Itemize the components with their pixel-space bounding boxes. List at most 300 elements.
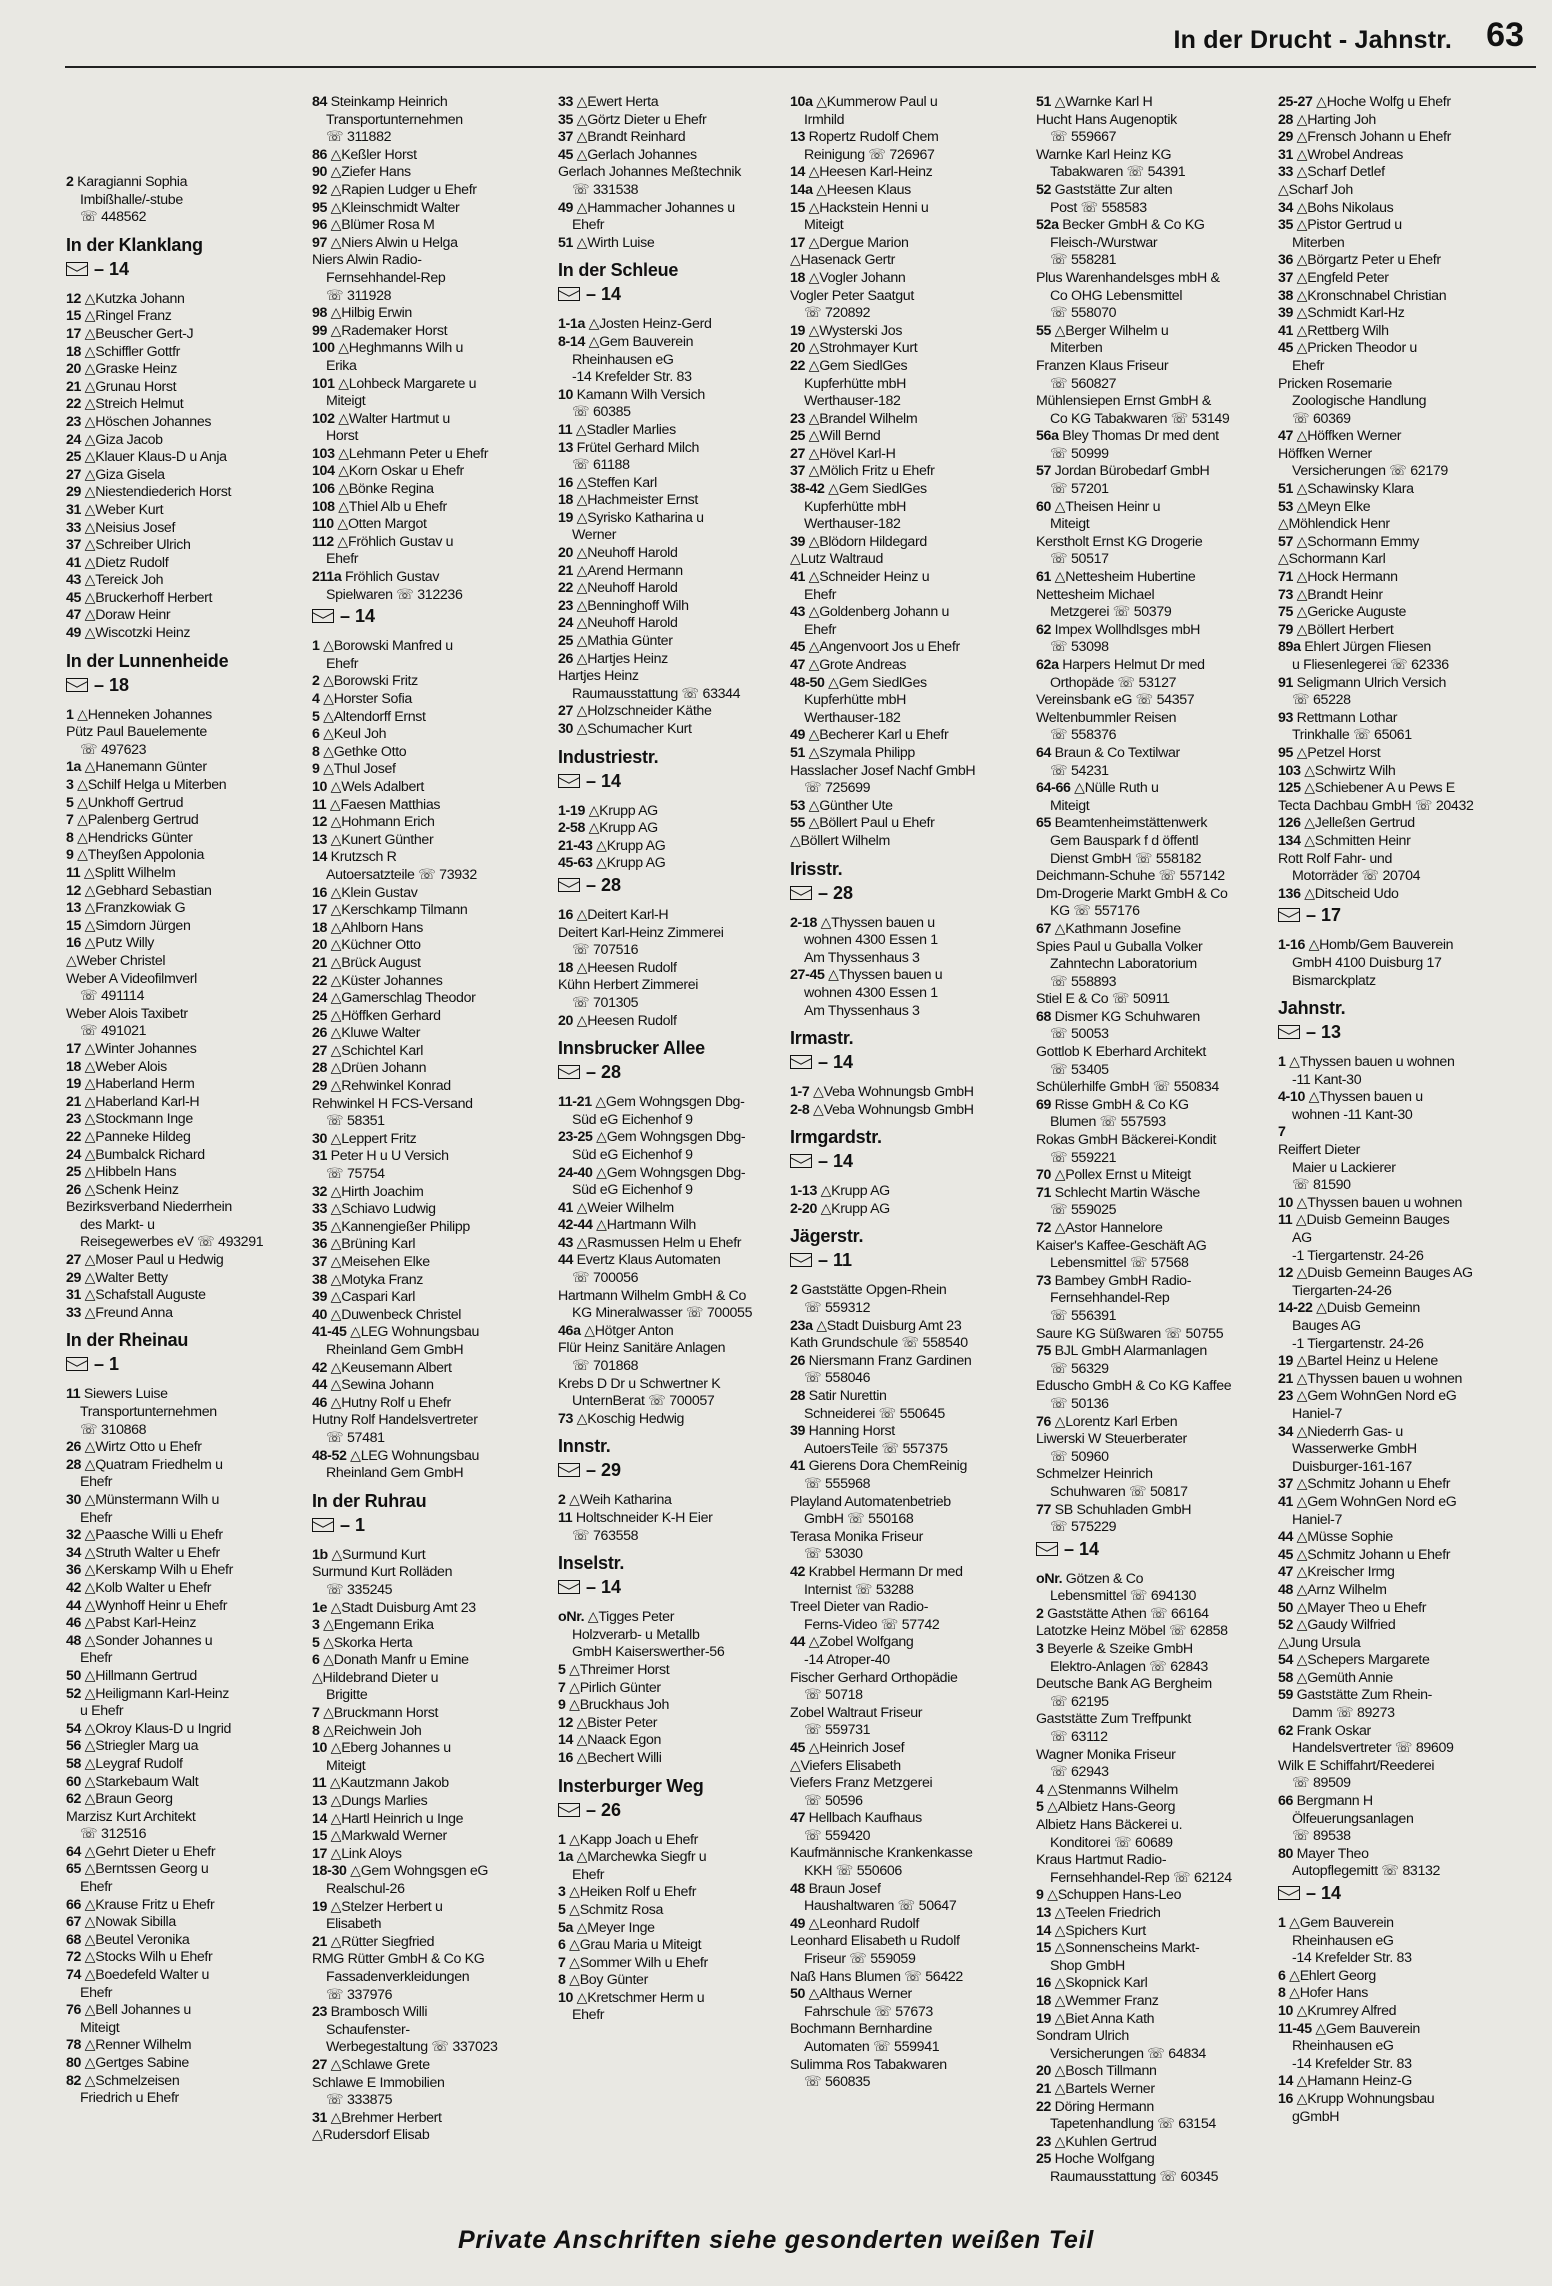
directory-entry <box>1036 2011 1274 2029</box>
house-number: 2 <box>312 673 320 690</box>
postal-district-number: – 1 <box>340 1514 366 1535</box>
house-number: 43 <box>558 1234 574 1251</box>
directory-entry <box>66 935 304 953</box>
house-number: 1 <box>312 638 320 655</box>
house-number: 14-22 <box>1278 1300 1313 1317</box>
entry-text: △Thyssen bauen u <box>817 914 935 931</box>
entry-continuation <box>1036 1202 1274 1220</box>
entry-continuation <box>1278 1336 1516 1354</box>
directory-entry <box>1278 252 1516 270</box>
entry-text: △Krumrey Alfred <box>1293 2002 1397 2019</box>
entry-text: △Gericke Auguste <box>1293 604 1407 621</box>
directory-entry <box>1278 675 1516 693</box>
entry-text: ☏ 558376 <box>1050 727 1117 744</box>
directory-entry <box>1278 1600 1516 1618</box>
directory-entry <box>66 1076 304 1094</box>
entry-text: Kamann Wilh Versich <box>573 386 705 403</box>
entry-text: △Grau Maria u Miteigt <box>565 1937 702 1954</box>
entry-text: △Pabst Karl-Heinz <box>81 1615 197 1632</box>
house-number: 55 <box>790 815 806 832</box>
house-number: 55 <box>1036 322 1052 339</box>
house-number: 11 <box>558 1510 573 1526</box>
entry-continuation <box>1278 1248 1516 1266</box>
house-number: 54 <box>1278 1652 1294 1669</box>
directory-entry <box>790 604 1028 622</box>
directory-entry <box>1278 534 1516 552</box>
entry-text: Schneiderei ☏ 550645 <box>804 1405 945 1422</box>
entry-text: △Meyn Elke <box>1293 498 1371 515</box>
entry-text: Tabakwaren ☏ 54391 <box>1050 164 1186 181</box>
directory-entry <box>790 915 1028 933</box>
directory-entry <box>1036 1905 1274 1923</box>
entry-text: Holzverarb- u Metallb <box>572 1626 700 1643</box>
directory-entry <box>66 777 304 795</box>
postal-district <box>66 673 304 697</box>
directory-entry <box>312 1412 550 1430</box>
directory-entry <box>312 1705 550 1723</box>
house-number: 66 <box>1278 1793 1294 1810</box>
house-number: 14 <box>558 1732 574 1749</box>
directory-entry <box>66 1844 304 1862</box>
postal-district <box>66 257 304 281</box>
entry-text: Schülerhilfe GmbH ☏ 550834 <box>1036 1079 1219 1096</box>
entry-continuation <box>1036 200 1274 218</box>
entry-text: Rheinhausen eG <box>1292 2038 1394 2055</box>
house-number: 82 <box>66 2072 82 2089</box>
entry-text: Bley Thomas Dr med dent <box>1058 428 1219 445</box>
entry-text: Steinkamp Heinrich <box>327 94 448 110</box>
directory-entry <box>66 865 304 883</box>
house-number: 15 <box>790 199 806 216</box>
entry-text: Friedrich u Ehefr <box>80 2090 179 2107</box>
entry-text: △Schmitz Johann u Ehefr <box>1293 1476 1451 1493</box>
directory-entry <box>790 675 1028 693</box>
directory-entry <box>66 484 304 502</box>
directory-entry <box>558 1323 796 1341</box>
directory-entry <box>790 2021 1028 2039</box>
house-number: 25 <box>66 1164 82 1181</box>
house-number: 6 <box>312 1652 320 1669</box>
entry-text: -1 Tiergartenstr. 24-26 <box>1292 1247 1424 1264</box>
house-number: 46a <box>558 1322 581 1339</box>
entry-text: △Okroy Klaus-D u Ingrid <box>81 1720 232 1737</box>
directory-entry <box>1278 164 1516 182</box>
house-number: 23 <box>1036 2133 1052 2150</box>
directory-entry <box>1278 1388 1516 1406</box>
entry-text: Wilk E Schiffahrt/Reederei <box>1278 1757 1435 1774</box>
entry-continuation <box>1278 727 1516 745</box>
entry-text: △Wels Adalbert <box>327 778 424 795</box>
directory-entry <box>66 883 304 901</box>
entry-text: △Thyssen bauen u <box>1305 1089 1423 1106</box>
entry-continuation <box>1278 973 1516 991</box>
entry-continuation <box>1036 1870 1274 1888</box>
entry-text: △Scharf Joh <box>1278 181 1353 198</box>
street-heading: Jägerstr. <box>790 1226 864 1247</box>
entry-text: Kupferhütte mbH <box>804 375 907 392</box>
directory-entry <box>558 1340 796 1358</box>
directory-entry <box>1036 1993 1274 2011</box>
house-number: 75 <box>1278 604 1294 621</box>
directory-entry <box>1278 94 1516 112</box>
entry-text: △Krause Fritz u Ehefr <box>81 1896 215 1913</box>
entry-text: △Kannengießer Philipp <box>327 1218 470 1235</box>
house-number: 9 <box>66 847 74 864</box>
entry-text: △Schmitz Johann u Ehefr <box>1293 1546 1451 1563</box>
entry-continuation <box>790 1652 1028 1670</box>
entry-continuation <box>1036 235 1274 253</box>
directory-entry <box>66 432 304 450</box>
entry-text: △Krupp AG <box>817 1183 890 1200</box>
house-number: 65 <box>1036 815 1052 832</box>
house-number: 1a <box>558 1849 574 1866</box>
entry-text: △Keusemann Albert <box>327 1359 452 1376</box>
directory-entry <box>1036 815 1274 833</box>
house-number: 16 <box>558 906 574 923</box>
house-number: 46 <box>66 1615 82 1632</box>
entry-text: Bochmann Bernhardine <box>790 2021 933 2038</box>
directory-entry <box>1036 1817 1274 1835</box>
entry-text: △Schiebener A u Pews E <box>1300 780 1455 797</box>
house-number: 16 <box>312 884 328 901</box>
entry-text: △Jelleßen Gertrud <box>1300 815 1415 832</box>
entry-text: △Hillmann Gertrud <box>81 1667 197 1684</box>
entry-text: △Kutzka Johann <box>81 290 185 307</box>
entry-text: △Meyer Inge <box>573 1919 655 1936</box>
directory-entry <box>1036 1887 1274 1905</box>
entry-text: △Walter Betty <box>81 1269 168 1286</box>
house-number: 99 <box>312 322 328 339</box>
directory-entry <box>66 291 304 309</box>
postal-district-number: – 14 <box>586 770 622 791</box>
entry-continuation <box>66 1422 304 1440</box>
entry-text: Schmelzer Heinrich <box>1036 1466 1153 1483</box>
envelope-icon <box>558 1463 580 1477</box>
directory-entry <box>312 1811 550 1829</box>
directory-entry <box>558 1411 796 1429</box>
entry-text: △Pricken Theodor u <box>1293 340 1417 357</box>
entry-continuation <box>790 1546 1028 1564</box>
entry-text: Harpers Helmut Dr med <box>1058 657 1205 673</box>
directory-entry <box>66 1059 304 1077</box>
directory-entry <box>558 803 796 821</box>
directory-entry <box>790 1845 1028 1863</box>
entry-continuation <box>1036 340 1274 358</box>
entry-continuation <box>790 587 1028 605</box>
entry-text: Tapetenhandlung ☏ 63154 <box>1050 2116 1216 2133</box>
house-number: 38-42 <box>790 481 825 498</box>
entry-continuation <box>1036 727 1274 745</box>
house-number: 22 <box>312 972 328 989</box>
directory-entry <box>312 832 550 850</box>
entry-text: -14 Krefelder Str. 83 <box>572 369 692 386</box>
entry-continuation <box>1036 851 1274 869</box>
house-number: 44 <box>66 1597 82 1614</box>
entry-text: Rheinland Gem GmbH <box>326 1341 464 1358</box>
entry-text: △Deitert Karl-H <box>573 906 669 923</box>
house-number: 26 <box>66 1439 82 1456</box>
entry-continuation <box>1278 1230 1516 1248</box>
directory-entry <box>312 1635 550 1653</box>
entry-text: Schlecht Martin Wäsche <box>1051 1184 1200 1201</box>
directory-entry <box>312 1863 550 1881</box>
house-number: 31 <box>312 2109 328 2126</box>
house-number: 37 <box>1278 1476 1294 1493</box>
entry-continuation <box>1036 252 1274 270</box>
envelope-icon <box>1278 1025 1300 1039</box>
directory-entry <box>790 288 1028 306</box>
entry-continuation <box>312 1166 550 1184</box>
house-number: 104 <box>312 463 335 480</box>
house-number: 7 <box>66 812 74 829</box>
entry-text: ☏ 558046 <box>804 1370 871 1387</box>
directory-entry <box>312 1272 550 1290</box>
entry-text: △Tereick Joh <box>81 572 164 589</box>
entry-text: △Schumacher Kurt <box>573 721 692 737</box>
column-3 <box>558 94 796 2204</box>
entry-text: △Gem Wohngsgen eG <box>346 1863 489 1880</box>
directory-entry <box>1036 1711 1274 1729</box>
house-number: 8-14 <box>558 333 585 350</box>
directory-entry <box>312 1934 550 1952</box>
directory-entry <box>558 633 796 651</box>
house-number: 35 <box>312 1218 328 1235</box>
entry-text: Rettmann Lothar <box>1293 709 1398 726</box>
entry-text: Ehefr <box>326 551 359 568</box>
house-number: 15 <box>1036 1940 1052 1957</box>
house-number: 13 <box>790 129 806 146</box>
house-number: 44 <box>1278 1529 1294 1546</box>
directory-entry <box>1278 288 1516 306</box>
entry-text: △Becherer Karl u Ehefr <box>805 727 949 744</box>
directory-entry <box>1036 182 1274 200</box>
entry-text: Bismarckplatz <box>1292 972 1376 989</box>
entry-text: ☏ 75754 <box>326 1166 385 1183</box>
directory-entry <box>312 814 550 832</box>
entry-text: △Gem Bauverein <box>1285 1915 1394 1931</box>
directory-entry <box>66 1199 304 1217</box>
house-number: 14a <box>790 181 813 198</box>
house-number: 31 <box>66 501 82 518</box>
entry-text: △Pollex Ernst u Miteigt <box>1051 1167 1191 1184</box>
entry-continuation <box>1278 411 1516 429</box>
house-number: 1e <box>312 1599 328 1616</box>
entry-text: △Giza Gisela <box>81 466 165 483</box>
entry-text: Versicherungen ☏ 62179 <box>1292 463 1448 480</box>
house-number: 20 <box>558 545 574 562</box>
entry-continuation <box>1036 1062 1274 1080</box>
entry-continuation <box>1278 1160 1516 1178</box>
directory-entry <box>1036 587 1274 605</box>
entry-text: △Heesen Rudolf <box>573 959 677 976</box>
directory-entry <box>1036 499 1274 517</box>
house-number: 35 <box>558 111 574 128</box>
directory-entry <box>1278 1265 1516 1283</box>
entry-text: △Gem WohnGen Nord eG <box>1293 1388 1457 1405</box>
envelope-icon <box>558 774 580 788</box>
entry-text: △Motyka Franz <box>327 1271 423 1288</box>
entry-text: Peter H u U Versich <box>327 1148 449 1165</box>
directory-entry <box>790 1810 1028 1828</box>
entry-text: △Leonhard Rudolf <box>805 1915 919 1932</box>
house-number: 23 <box>312 2004 328 2021</box>
entry-text: Flür Heinz Sanitäre Anlagen <box>558 1340 726 1357</box>
house-number: 16 <box>558 474 574 491</box>
entry-text: Haniel-7 <box>1292 1405 1343 1422</box>
directory-entry <box>790 1353 1028 1371</box>
directory-entry <box>312 182 550 200</box>
entry-continuation <box>790 692 1028 710</box>
entry-continuation <box>1036 763 1274 781</box>
house-number: 19 <box>1278 1353 1294 1370</box>
house-number: 36 <box>1278 252 1294 269</box>
entry-continuation <box>790 217 1028 235</box>
entry-text: ☏ 53098 <box>1050 639 1109 656</box>
house-number: 27 <box>312 2056 328 2073</box>
entry-text: Ehlert Jürgen Fliesen <box>1300 639 1431 656</box>
entry-text: ☏ 50596 <box>804 1792 863 1809</box>
directory-entry <box>1036 1079 1274 1097</box>
directory-entry <box>790 1564 1028 1582</box>
entry-text: △Haberland Karl-H <box>81 1093 200 1110</box>
entry-continuation <box>558 369 796 387</box>
directory-entry <box>312 937 550 955</box>
entry-continuation <box>312 551 550 569</box>
house-number: 22 <box>66 396 82 413</box>
entry-text: △Duisb Gemeinn Bauges AG <box>1293 1265 1473 1282</box>
entry-text: △Krupp AG <box>585 802 658 819</box>
directory-entry <box>1278 886 1516 904</box>
entry-continuation <box>312 358 550 376</box>
entry-continuation <box>1036 1729 1274 1747</box>
entry-text: △Wirtz Otto u Ehefr <box>81 1439 202 1456</box>
entry-text: △Thyssen bauen u wohnen <box>1293 1370 1463 1387</box>
postal-district-number: – 18 <box>94 674 130 695</box>
entry-text: △Krupp Wohnungsbau <box>1293 2090 1435 2107</box>
entry-text: ☏ 57481 <box>326 1429 385 1446</box>
house-number: 9 <box>1036 1887 1044 1904</box>
entry-text: △Hildebrand Dieter u <box>312 1669 439 1686</box>
directory-entry <box>1278 1793 1516 1811</box>
entry-text: △Walter Hartmut u <box>334 410 450 427</box>
entry-continuation <box>558 1528 796 1546</box>
directory-entry <box>1278 1142 1516 1160</box>
entry-text: Haushaltwaren ☏ 50647 <box>804 1898 957 1915</box>
entry-continuation <box>1278 393 1516 411</box>
directory-entry <box>66 1164 304 1182</box>
directory-entry <box>312 1254 550 1272</box>
directory-entry <box>790 534 1028 552</box>
directory-entry <box>312 885 550 903</box>
directory-entry <box>1036 745 1274 763</box>
entry-text: △Bönke Regina <box>334 481 434 498</box>
directory-entry <box>1036 1343 1274 1361</box>
directory-entry <box>66 590 304 608</box>
entry-continuation <box>1036 2116 1274 2134</box>
directory-entry <box>312 305 550 323</box>
house-number: 112 <box>312 533 334 550</box>
entry-text: △Beutel Veronika <box>81 1931 190 1948</box>
entry-continuation <box>1278 1177 1516 1195</box>
house-number: 108 <box>312 498 335 515</box>
entry-text: ☏ 311882 <box>326 129 392 146</box>
directory-entry <box>558 147 796 165</box>
entry-text: Rheinhausen eG <box>1292 1932 1394 1949</box>
directory-entry <box>312 2057 550 2075</box>
entry-continuation <box>312 1916 550 1934</box>
directory-entry <box>1036 393 1274 411</box>
street-heading: Innsbrucker Allee <box>558 1038 705 1059</box>
entry-text: ☏ 50960 <box>1050 1448 1109 1465</box>
house-number: 20 <box>1036 2063 1052 2080</box>
entry-text: △Leygraf Rudolf <box>81 1755 183 1772</box>
entry-text: Hartmann Wilhelm GmbH & Co <box>558 1287 746 1304</box>
house-number: 3 <box>312 1617 320 1634</box>
directory-entry <box>1036 1097 1274 1115</box>
directory-entry <box>790 967 1028 985</box>
house-number: 51 <box>558 234 574 251</box>
directory-entry <box>790 569 1028 587</box>
directory-entry <box>1036 1502 1274 1520</box>
house-number: 34 <box>1278 199 1294 216</box>
house-number: 47 <box>66 607 82 624</box>
entry-continuation <box>1036 551 1274 569</box>
directory-entry <box>558 1492 796 1510</box>
directory-entry <box>1278 815 1516 833</box>
entry-text: Gaststätte Zum Rhein- <box>1293 1687 1433 1704</box>
directory-entry <box>312 1723 550 1741</box>
directory-entry <box>790 270 1028 288</box>
entry-text: Latotzke Heinz Möbel ☏ 62858 <box>1036 1623 1228 1640</box>
entry-text: Bauges AG <box>1292 1318 1361 1334</box>
entry-text: Saure KG Süßwaren ☏ 50755 <box>1036 1325 1224 1342</box>
entry-continuation <box>1278 1863 1516 1881</box>
house-number: 70 <box>1036 1167 1052 1184</box>
directory-entry <box>66 2073 304 2091</box>
entry-text: △Kautzmann Jakob <box>326 1775 449 1792</box>
entry-continuation <box>790 1951 1028 1969</box>
house-number: 14 <box>790 164 806 181</box>
entry-text: △Koschig Hedwig <box>573 1410 685 1427</box>
house-number: 98 <box>312 305 328 322</box>
entry-text: △Boedefeld Walter u <box>81 1967 210 1984</box>
entry-text: △Klauer Klaus-D u Anja <box>81 449 227 466</box>
entry-continuation <box>66 742 304 760</box>
entry-text: △Harting Joh <box>1293 111 1376 128</box>
entry-text: wohnen -11 Kant-30 <box>1292 1106 1413 1123</box>
house-number: 60 <box>1036 498 1052 515</box>
entry-continuation <box>1036 1026 1274 1044</box>
entry-continuation <box>558 1147 796 1165</box>
directory-entry <box>1278 1758 1516 1776</box>
entry-text: △Surmund Kurt <box>327 1546 426 1563</box>
entry-text: Gaststätte Opgen-Rhein <box>797 1282 947 1299</box>
envelope-icon <box>558 287 580 301</box>
entry-text: Stiel E & Co ☏ 50911 <box>1036 991 1170 1008</box>
directory-entry <box>558 387 796 405</box>
entry-text: △Brück August <box>327 954 421 971</box>
entry-text: Miteigt <box>326 393 366 410</box>
entry-text: △Hofer Hans <box>1285 1985 1368 2002</box>
entry-text: △Rehwinkel Konrad <box>327 1078 451 1095</box>
house-number: 30 <box>558 721 574 737</box>
entry-text: △Rapien Ludger u Ehefr <box>327 181 477 198</box>
directory-entry <box>1278 937 1516 955</box>
entry-text: △Engemann Erika <box>319 1617 434 1634</box>
entry-text: Süd eG Eichenhof 9 <box>572 1111 693 1128</box>
house-number: 18 <box>312 919 328 936</box>
house-number: 47 <box>790 657 806 673</box>
